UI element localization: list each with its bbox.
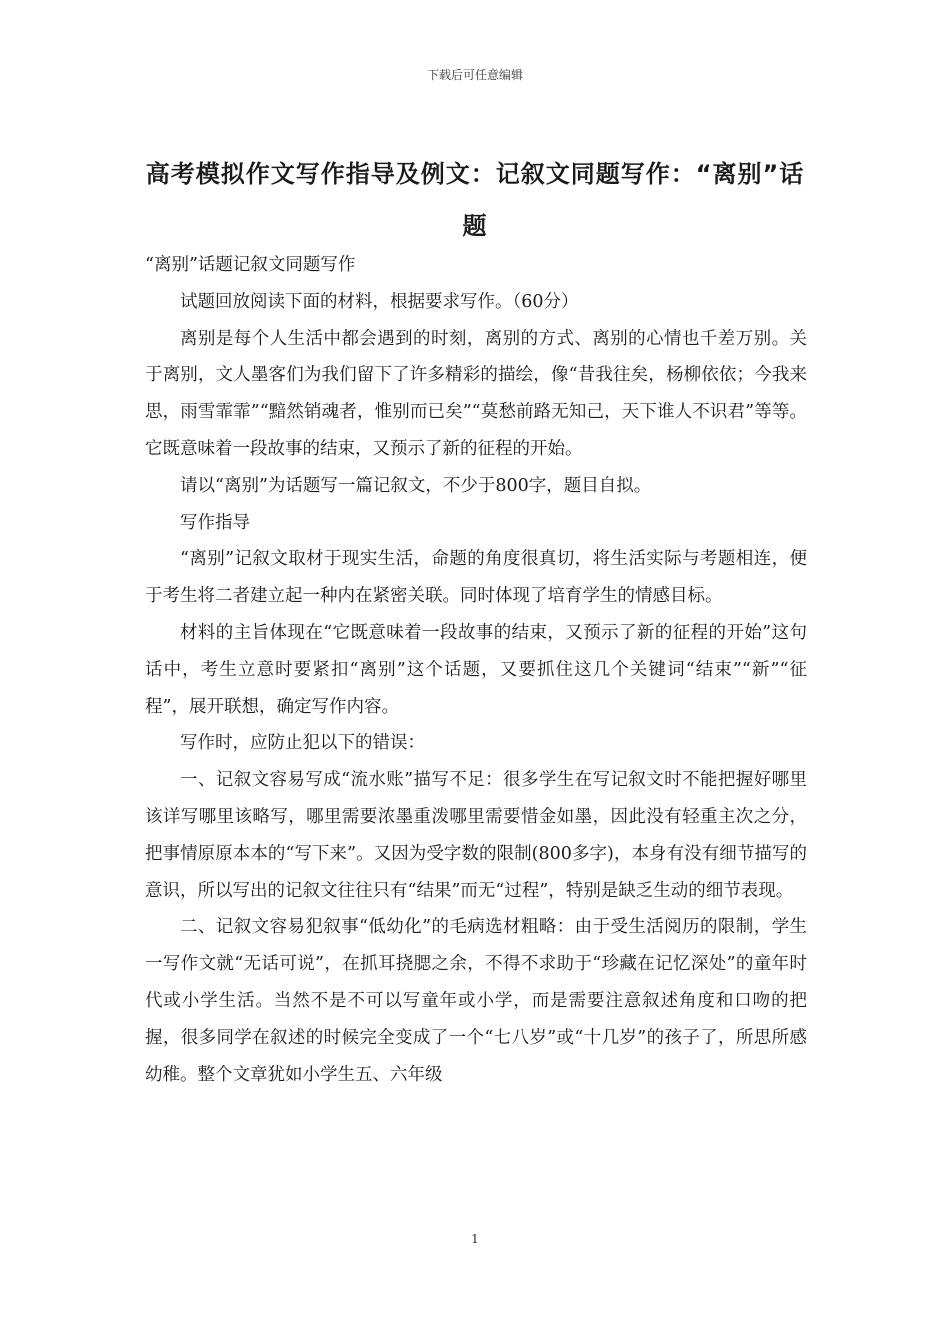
mistake-two-paragraph: 二、记叙文容易犯叙事“低幼化”的毛病选材粗略：由于受生活阅历的限制，学生一写作文就“无话可说”，在抓耳挠腮之余，不得不求助于“珍藏在记忆深处”的童年时代或小学生活。当然不是不可以写童年或小学，而是需要注意叙述角度和口吻的把握，很多同学在叙述的时候完全变成了一个“七八岁”或“十几岁”的孩子了，所思所感幼稚。整个文章犹如小学生五、六年级 <box>145 917 807 1085</box>
subtitle-paragraph: “离别”话题记叙文同题写作 <box>145 255 356 275</box>
page-number: 1 <box>471 1232 479 1246</box>
mistake-one-paragraph: 一、记叙文容易写成“流水账”描写不足：很多学生在写记叙文时不能把握好哪里该详写哪里该略写，哪里需要浓墨重泼哪里需要惜金如墨，因此没有轻重主次之分，把事情原原本本的“写下来”。又因为受字数的限制(800多字)，本身有没有细节描写的意识，所以写出的记叙文往往只有“结果”而无“过程”，特别是缺乏生动的细节表现。 <box>145 770 807 901</box>
document-body <box>145 247 807 1093</box>
theme-paragraph: 材料的主旨体现在“它既意味着一段故事的结束，又预示了新的征程的开始”这句话中，考生立意时要紧扣“离别”这个话题，又要抓住这几个关键词“结束”“新”“征程”，展开联想，确定写作内容。 <box>145 622 807 717</box>
document-title: 高考模拟作文写作指导及例文：记叙文同题写作：“离别”话题 <box>145 160 805 240</box>
requirement-paragraph: 请以“离别”为话题写一篇记叙文，不少于800字，题目自拟。 <box>180 475 652 496</box>
section-heading-writing-guide: 写作指导 <box>180 512 250 533</box>
material-paragraph: 离别是每个人生活中都会遇到的时刻，离别的方式、离别的心情也千差万别。关于离别，文人墨客们为我们留下了许多精彩的描绘，像“昔我往矣，杨柳依依；今我来思，雨雪霏霏”“黯然销魂者，惟别而已矣”“莫愁前路无知己，天下谁人不识君”等等。它既意味着一段故事的结束，又预示了新的征程的开始。 <box>145 328 807 459</box>
guide-paragraph: “离别”记叙文取材于现实生活，命题的角度很真切，将生活实际与考题相连，便于考生将二者建立起一种内在紧密关联。同时体现了培育学生的情感目标。 <box>145 549 807 607</box>
mistakes-intro-paragraph: 写作时，应防止犯以下的错误： <box>180 733 425 754</box>
page-header: 下载后可任意编辑 <box>426 68 523 82</box>
question-intro-paragraph: 试题回放阅读下面的材料，根据要求写作。（60分） <box>180 291 579 312</box>
